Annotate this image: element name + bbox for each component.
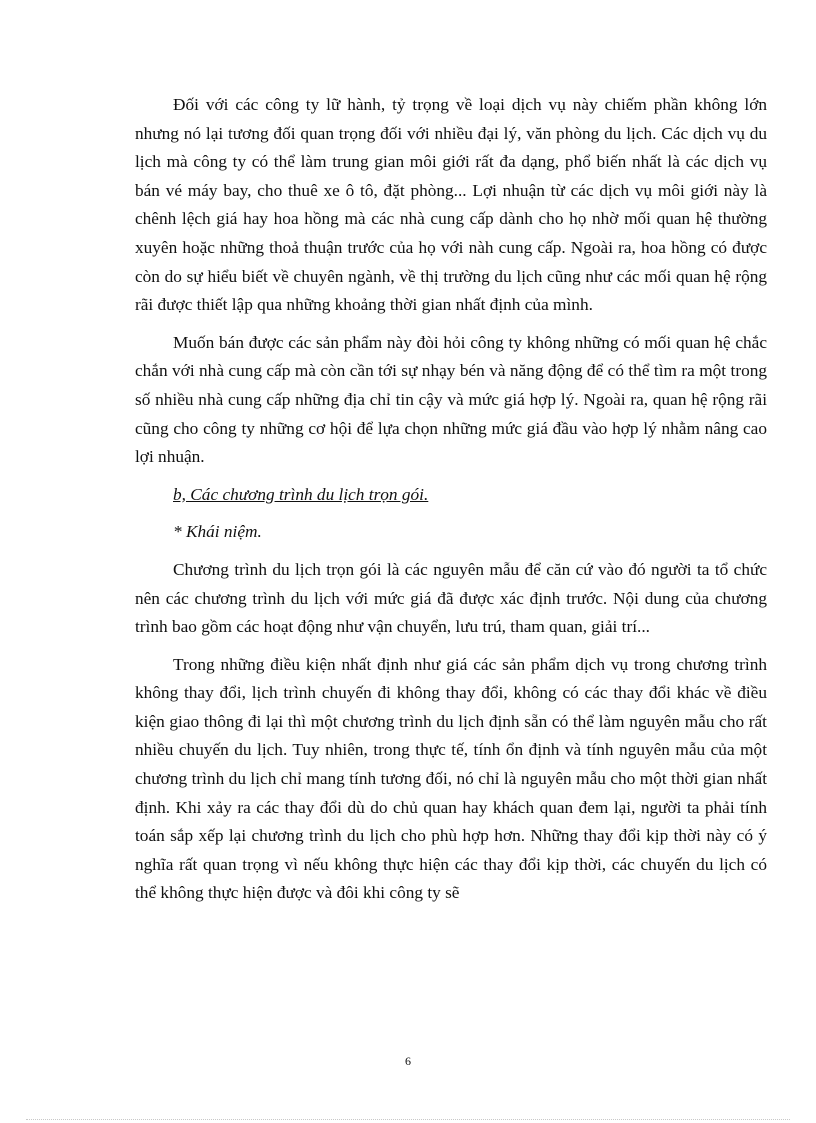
section-heading-text: b, Các chương trình du lịch trọn gói. <box>173 484 429 504</box>
paragraph-4: Trong những điều kiện nhất định như giá các sản phẩm dịch vụ trong chương trình không thay đổi, lịch trình chuyến đi không thay đổi, không có các thay đổi khác về điều kiện giao thông đi lại thì một chương trình du lịch định sẵn có thể làm nguyên mẫu cho rất nhiều chuyến du lịch. Tuy nhiên, trong thực tế, tính ổn định và tính nguyên mẫu của một chương trình du lịch chỉ mang tính tương đối, nó chỉ là nguyên mẫu cho một thời gian nhất định. Khi xảy ra các thay đổi dù do chủ quan hay khách quan đem lại, người ta phải tính toán sắp xếp lại chương trình du lịch cho phù hợp hơn. Những thay đổi kịp thời này có ý nghĩa rất quan trọng vì nếu không thực hiện các thay đổi kịp thời, các chuyến du lịch có thể không thực hiện được và đôi khi công ty sẽ <box>135 654 767 903</box>
paragraph-1: Đối với các công ty lữ hành, tỷ trọng về loại dịch vụ này chiếm phần không lớn nhưng nó lại tương đối quan trọng đối với nhiều đại lý, văn phòng du lịch. Các dịch vụ du lịch mà công ty có thể làm trung gian môi giới rất đa dạng, phổ biến nhất là các dịch vụ bán vé máy bay, cho thuê xe ô tô, đặt phòng... Lợi nhuận từ các dịch vụ môi giới này là chênh lệch giá hay hoa hồng mà các nhà cung cấp dành cho họ nhờ mối quan hệ thường xuyên hoặc những thoả thuận trước của họ với nàh cung cấp. Ngoài ra, hoa hồng có được còn do sự hiểu biết về chuyên ngành, về thị trường du lịch cũng như các mối quan hệ rộng rãi được thiết lập qua những khoảng thời gian nhất định của mình. <box>135 95 767 315</box>
section-heading <box>135 481 767 510</box>
subheading: * Khái niệm. <box>173 522 262 542</box>
paragraph-2: Muốn bán được các sản phẩm này đòi hỏi công ty không những có mối quan hệ chắc chắn với nhà cung cấp mà còn cần tới sự nhạy bén và năng động để có thể tìm ra một trong số nhiều nhà cung cấp những địa chỉ tin cậy và mức giá hợp lý. Ngoài ra, quan hệ rộng rãi cũng cho công ty những cơ hội để lựa chọn những mức giá đầu vào hợp lý nhằm nâng cao lợi nhuận. <box>135 332 767 467</box>
page-number: 6 <box>405 1054 411 1068</box>
paragraph-3: Chương trình du lịch trọn gói là các nguyên mẫu để căn cứ vào đó người ta tổ chức nên các chương trình du lịch với mức giá đã được xác định trước. Nội dung của chương trình bao gồm các hoạt động như vận chuyển, lưu trú, tham quan, giải trí... <box>135 559 767 637</box>
page-body <box>135 91 767 908</box>
footer-divider <box>26 1119 790 1120</box>
